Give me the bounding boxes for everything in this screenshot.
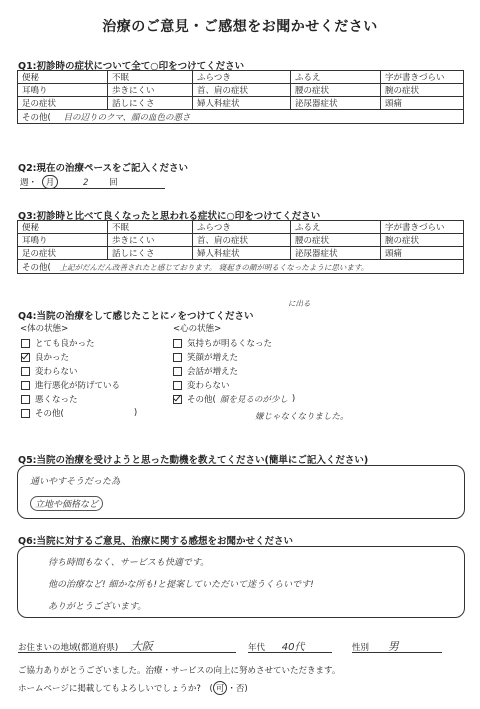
checkbox[interactable] xyxy=(21,381,30,390)
permission-question: ホームページに掲載してもよろしいでしょうか? xyxy=(18,684,201,694)
option-label: 笑顔が増えた xyxy=(187,353,239,363)
pace-suffix: 回 xyxy=(109,178,118,188)
no-option[interactable]: 否 xyxy=(235,684,245,694)
symptom-cell[interactable]: 首、肩の症状 xyxy=(193,234,291,247)
symptom-cell[interactable]: 足の症状 xyxy=(18,247,108,260)
underline xyxy=(248,652,332,653)
q3-symptom-table xyxy=(17,220,464,274)
symptom-cell[interactable]: 頭痛 xyxy=(381,247,464,260)
publish-permission: ホームページに掲載してもよろしいでしょうか? ( 可 ・否) xyxy=(18,681,248,695)
checkbox[interactable] xyxy=(21,339,30,348)
symptom-cell[interactable]: 頭痛 xyxy=(381,97,464,110)
table-row xyxy=(18,260,464,274)
symptom-cell[interactable]: 泌尿器症状 xyxy=(291,97,381,110)
address-value: 大阪 xyxy=(130,640,153,653)
symptom-cell[interactable]: 婦人科症状 xyxy=(193,247,291,260)
address-label: お住まいの地域(都道府県) xyxy=(18,643,119,653)
checkbox[interactable] xyxy=(173,381,182,390)
option-label: 良かった xyxy=(35,353,70,363)
mind-other-handwritten: 顔を見るのが少し xyxy=(219,395,288,405)
other-symptom-field[interactable] xyxy=(18,260,464,274)
option-label: とても良かった xyxy=(35,339,95,349)
q6-line-3: ありがとうございます。 xyxy=(48,602,147,612)
option-label: 変わらない xyxy=(35,367,78,377)
symptom-cell[interactable]: ふるえ xyxy=(291,71,381,84)
body-option[interactable] xyxy=(21,392,137,406)
other-label: その他( xyxy=(22,262,51,273)
q3-note: に出る xyxy=(288,299,311,308)
symptom-cell[interactable]: 腕の症状 xyxy=(381,84,464,97)
symptom-cell[interactable]: 字が書きづらい xyxy=(381,221,464,234)
symptom-cell[interactable]: 耳鳴り xyxy=(18,234,108,247)
table-row xyxy=(18,97,464,110)
checkbox[interactable] xyxy=(21,395,30,404)
underline xyxy=(18,652,236,653)
symptom-cell[interactable]: 腰の症状 xyxy=(291,84,381,97)
pace-prefix: 週・ xyxy=(20,178,38,188)
q4-heading: Q4:当院の治療をして感じたことに✓をつけてください xyxy=(18,311,254,322)
q1-heading: Q1:初診時の症状について全て○印をつけてください xyxy=(18,61,245,72)
checkbox[interactable] xyxy=(21,367,30,376)
other-label: その他( xyxy=(22,112,51,123)
symptom-cell[interactable]: 首、肩の症状 xyxy=(193,84,291,97)
symptom-cell[interactable]: 話しにくさ xyxy=(108,247,193,260)
gender-field[interactable] xyxy=(352,638,442,651)
mind-option[interactable] xyxy=(173,378,295,392)
symptom-cell[interactable]: 便秘 xyxy=(18,221,108,234)
checkbox-checked[interactable] xyxy=(21,353,30,362)
symptom-cell[interactable]: 婦人科症状 xyxy=(193,97,291,110)
q3-heading: Q3:初診時と比べて良くなったと思われる症状に○印をつけてください xyxy=(18,211,321,222)
q6-line-1: 待ち時間もなく、サービスも快適です。 xyxy=(48,558,210,568)
q6-line-2: 他の治療など! 細かな所も!と提案していただいて迷うくらいです! xyxy=(48,580,314,590)
option-label: 悪くなった xyxy=(35,395,78,405)
mind-option[interactable] xyxy=(173,350,295,364)
checkbox[interactable] xyxy=(173,339,182,348)
table-row xyxy=(18,234,464,247)
option-label: 気持ちが明るくなった xyxy=(187,339,273,349)
body-state-label: <体の状態> xyxy=(20,324,69,334)
thanks-text: ご協力ありがとうございました。治療・サービスの向上に努めさせていただきます。 xyxy=(18,666,341,676)
table-row xyxy=(18,84,464,97)
mind-option[interactable] xyxy=(173,364,295,378)
option-label: 進行悪化が防げている xyxy=(35,381,121,391)
symptom-cell[interactable]: 足の症状 xyxy=(18,97,108,110)
symptom-cell[interactable]: 歩きにくい xyxy=(108,84,193,97)
page-title: 治療のご意見・ご感想をお聞かせください xyxy=(102,19,378,35)
mind-option[interactable]: その他( 顔を見るのが少し ) xyxy=(173,392,295,406)
q5-heading: Q5:当院の治療を受けようと思った動機を教えてください(簡単にご記入ください) xyxy=(18,455,369,466)
q5-answer-box[interactable] xyxy=(17,465,465,519)
age-label: 年代 xyxy=(248,643,266,653)
symptom-cell[interactable]: 字が書きづらい xyxy=(381,71,464,84)
body-option[interactable] xyxy=(21,350,137,364)
q2-heading: Q2:現在の治療ペースをご記入ください xyxy=(18,163,189,174)
symptom-cell[interactable]: 泌尿器症状 xyxy=(291,247,381,260)
mind-other-handwritten-2: 嫌じゃなくなりました。 xyxy=(255,412,349,422)
symptom-cell[interactable]: ふるえ xyxy=(291,221,381,234)
symptom-cell[interactable]: 腕の症状 xyxy=(381,234,464,247)
address-field[interactable] xyxy=(18,638,236,651)
symptom-cell[interactable]: 歩きにくい xyxy=(108,234,193,247)
q6-heading: Q6:当院に対するご意見、治療に関する感想をお聞かせください xyxy=(18,536,293,547)
symptom-cell[interactable]: ふらつき xyxy=(193,71,291,84)
q5-line-1: 通いやすそうだった為 xyxy=(30,477,121,487)
age-value: 40代 xyxy=(281,642,305,653)
body-state-list xyxy=(21,336,137,420)
checkbox-checked[interactable] xyxy=(173,395,182,404)
table-row xyxy=(18,221,464,234)
table-row xyxy=(18,247,464,260)
q6-answer-box[interactable] xyxy=(17,546,465,618)
checkbox[interactable] xyxy=(173,367,182,376)
checkbox[interactable] xyxy=(173,353,182,362)
mind-state-label: <心の状態> xyxy=(173,324,222,334)
mind-option[interactable] xyxy=(173,336,295,350)
symptom-cell[interactable]: 不眠 xyxy=(108,221,193,234)
q5-line-2: 立地や価格など xyxy=(30,496,103,511)
mind-state-list xyxy=(173,336,295,406)
age-field[interactable] xyxy=(248,638,332,651)
gender-label: 性別 xyxy=(352,643,370,653)
table-row xyxy=(18,110,464,124)
pace-count: 2 xyxy=(82,178,89,188)
option-label: その他( xyxy=(35,409,64,419)
q1-symptom-table xyxy=(17,70,464,124)
body-option[interactable] xyxy=(21,364,137,378)
option-label: 変わらない xyxy=(187,381,230,391)
body-option[interactable] xyxy=(21,336,137,350)
other-handwritten: 目の辺りのクマ、顔の血色の悪さ xyxy=(63,112,191,123)
underline xyxy=(20,188,165,189)
symptom-cell[interactable]: 腰の症状 xyxy=(291,234,381,247)
body-option[interactable] xyxy=(21,378,137,392)
symptom-cell[interactable]: 話しにくさ xyxy=(108,97,193,110)
body-option[interactable]: その他( ) xyxy=(21,406,137,420)
yes-option-circled[interactable]: 可 xyxy=(213,681,228,695)
other-handwritten: 上記がだんだん改善されたと感じております。 寝起きの顔が明るくなったように思います。 xyxy=(59,262,369,272)
other-symptom-field[interactable] xyxy=(18,110,464,124)
option-label: その他( xyxy=(187,395,216,405)
symptom-cell[interactable]: 便秘 xyxy=(18,71,108,84)
table-row xyxy=(18,71,464,84)
checkbox[interactable] xyxy=(21,409,30,418)
pace-month-circled: 月 xyxy=(42,175,59,189)
gender-value: 男 xyxy=(387,640,399,653)
symptom-cell[interactable]: 不眠 xyxy=(108,71,193,84)
option-label: 会話が増えた xyxy=(187,367,239,377)
symptom-cell[interactable]: 耳鳴り xyxy=(18,84,108,97)
symptom-cell[interactable]: ふらつき xyxy=(193,221,291,234)
q2-pace-field[interactable] xyxy=(20,175,165,188)
underline xyxy=(352,652,442,653)
